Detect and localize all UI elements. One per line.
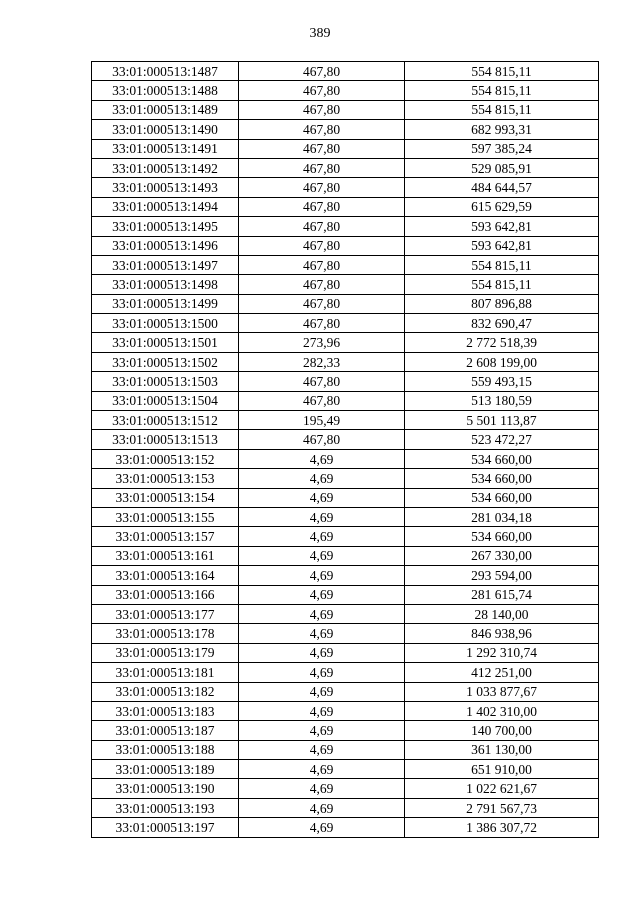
- cadastral-number-cell: 33:01:000513:188: [92, 740, 239, 759]
- value-cell: 554 815,11: [405, 100, 599, 119]
- area-cell: 4,69: [239, 469, 405, 488]
- area-cell: 467,80: [239, 178, 405, 197]
- table-row: [92, 566, 599, 585]
- cadastral-number-cell: 33:01:000513:1488: [92, 81, 239, 100]
- value-cell: 293 594,00: [405, 566, 599, 585]
- table-row: [92, 546, 599, 565]
- table-row: [92, 779, 599, 798]
- table-row: [92, 449, 599, 468]
- cadastral-number-cell: 33:01:000513:1487: [92, 62, 239, 81]
- value-cell: 559 493,15: [405, 372, 599, 391]
- cadastral-number-cell: 33:01:000513:178: [92, 624, 239, 643]
- table-row: [92, 663, 599, 682]
- value-cell: 615 629,59: [405, 197, 599, 216]
- value-cell: 534 660,00: [405, 469, 599, 488]
- table-row: [92, 158, 599, 177]
- cadastral-number-cell: 33:01:000513:166: [92, 585, 239, 604]
- area-cell: 4,69: [239, 488, 405, 507]
- value-cell: 267 330,00: [405, 546, 599, 565]
- area-cell: 4,69: [239, 624, 405, 643]
- area-cell: 467,80: [239, 236, 405, 255]
- table-row: [92, 178, 599, 197]
- cadastral-number-cell: 33:01:000513:1495: [92, 217, 239, 236]
- table-row: [92, 798, 599, 817]
- cadastral-number-cell: 33:01:000513:1503: [92, 372, 239, 391]
- cadastral-number-cell: 33:01:000513:182: [92, 682, 239, 701]
- value-cell: 1 033 877,67: [405, 682, 599, 701]
- table-row: [92, 217, 599, 236]
- value-cell: 281 034,18: [405, 507, 599, 526]
- area-cell: 467,80: [239, 62, 405, 81]
- area-cell: 467,80: [239, 158, 405, 177]
- table-row: [92, 81, 599, 100]
- table-row: [92, 469, 599, 488]
- value-cell: 593 642,81: [405, 217, 599, 236]
- area-cell: 4,69: [239, 779, 405, 798]
- value-cell: 534 660,00: [405, 527, 599, 546]
- area-cell: 467,80: [239, 314, 405, 333]
- area-cell: 467,80: [239, 139, 405, 158]
- table-row: [92, 818, 599, 837]
- table-row: [92, 682, 599, 701]
- value-cell: 554 815,11: [405, 62, 599, 81]
- value-cell: 554 815,11: [405, 255, 599, 274]
- area-cell: 467,80: [239, 275, 405, 294]
- table-row: [92, 701, 599, 720]
- value-cell: 597 385,24: [405, 139, 599, 158]
- cadastral-table: [91, 61, 599, 838]
- cadastral-number-cell: 33:01:000513:190: [92, 779, 239, 798]
- cadastral-number-cell: 33:01:000513:181: [92, 663, 239, 682]
- area-cell: 195,49: [239, 411, 405, 430]
- value-cell: 554 815,11: [405, 275, 599, 294]
- value-cell: 140 700,00: [405, 721, 599, 740]
- area-cell: 467,80: [239, 294, 405, 313]
- cadastral-number-cell: 33:01:000513:1491: [92, 139, 239, 158]
- area-cell: 467,80: [239, 197, 405, 216]
- area-cell: 4,69: [239, 604, 405, 623]
- table-row: [92, 197, 599, 216]
- cadastral-number-cell: 33:01:000513:189: [92, 760, 239, 779]
- table-row: [92, 721, 599, 740]
- area-cell: 467,80: [239, 255, 405, 274]
- area-cell: 4,69: [239, 585, 405, 604]
- area-cell: 4,69: [239, 663, 405, 682]
- area-cell: 4,69: [239, 507, 405, 526]
- table-row: [92, 352, 599, 371]
- value-cell: 593 642,81: [405, 236, 599, 255]
- table-row: [92, 100, 599, 119]
- area-cell: 4,69: [239, 818, 405, 837]
- cadastral-number-cell: 33:01:000513:1493: [92, 178, 239, 197]
- value-cell: 1 022 621,67: [405, 779, 599, 798]
- area-cell: 273,96: [239, 333, 405, 352]
- area-cell: 4,69: [239, 701, 405, 720]
- table-row: [92, 120, 599, 139]
- cadastral-number-cell: 33:01:000513:1499: [92, 294, 239, 313]
- value-cell: 1 292 310,74: [405, 643, 599, 662]
- value-cell: 412 251,00: [405, 663, 599, 682]
- cadastral-number-cell: 33:01:000513:153: [92, 469, 239, 488]
- cadastral-number-cell: 33:01:000513:1490: [92, 120, 239, 139]
- cadastral-number-cell: 33:01:000513:157: [92, 527, 239, 546]
- table-row: [92, 624, 599, 643]
- value-cell: 523 472,27: [405, 430, 599, 449]
- area-cell: 4,69: [239, 760, 405, 779]
- cadastral-number-cell: 33:01:000513:183: [92, 701, 239, 720]
- table-row: [92, 62, 599, 81]
- cadastral-number-cell: 33:01:000513:1501: [92, 333, 239, 352]
- table-row: [92, 139, 599, 158]
- area-cell: 4,69: [239, 449, 405, 468]
- cadastral-number-cell: 33:01:000513:193: [92, 798, 239, 817]
- table-row: [92, 294, 599, 313]
- value-cell: 2 772 518,39: [405, 333, 599, 352]
- table-row: [92, 740, 599, 759]
- area-cell: 4,69: [239, 740, 405, 759]
- value-cell: 281 615,74: [405, 585, 599, 604]
- cadastral-number-cell: 33:01:000513:179: [92, 643, 239, 662]
- area-cell: 467,80: [239, 81, 405, 100]
- area-cell: 467,80: [239, 120, 405, 139]
- table-row: [92, 372, 599, 391]
- area-cell: 467,80: [239, 430, 405, 449]
- area-cell: 4,69: [239, 798, 405, 817]
- cadastral-number-cell: 33:01:000513:177: [92, 604, 239, 623]
- area-cell: 467,80: [239, 100, 405, 119]
- cadastral-number-cell: 33:01:000513:197: [92, 818, 239, 837]
- table-row: [92, 585, 599, 604]
- area-cell: 467,80: [239, 372, 405, 391]
- page-number: 389: [309, 26, 331, 41]
- value-cell: 28 140,00: [405, 604, 599, 623]
- table-row: [92, 643, 599, 662]
- cadastral-number-cell: 33:01:000513:1502: [92, 352, 239, 371]
- value-cell: 513 180,59: [405, 391, 599, 410]
- area-cell: 467,80: [239, 391, 405, 410]
- cadastral-number-cell: 33:01:000513:1512: [92, 411, 239, 430]
- cadastral-number-cell: 33:01:000513:164: [92, 566, 239, 585]
- table-row: [92, 604, 599, 623]
- cadastral-number-cell: 33:01:000513:187: [92, 721, 239, 740]
- table-row: [92, 430, 599, 449]
- area-cell: 282,33: [239, 352, 405, 371]
- table-row: [92, 488, 599, 507]
- value-cell: 2 608 199,00: [405, 352, 599, 371]
- area-cell: 4,69: [239, 721, 405, 740]
- cadastral-number-cell: 33:01:000513:1504: [92, 391, 239, 410]
- value-cell: 554 815,11: [405, 81, 599, 100]
- cadastral-number-cell: 33:01:000513:1492: [92, 158, 239, 177]
- table-row: [92, 527, 599, 546]
- value-cell: 484 644,57: [405, 178, 599, 197]
- value-cell: 1 386 307,72: [405, 818, 599, 837]
- cadastral-number-cell: 33:01:000513:1497: [92, 255, 239, 274]
- cadastral-number-cell: 33:01:000513:1498: [92, 275, 239, 294]
- value-cell: 534 660,00: [405, 488, 599, 507]
- cadastral-number-cell: 33:01:000513:1489: [92, 100, 239, 119]
- cadastral-number-cell: 33:01:000513:1513: [92, 430, 239, 449]
- area-cell: 4,69: [239, 682, 405, 701]
- cadastral-number-cell: 33:01:000513:154: [92, 488, 239, 507]
- value-cell: 651 910,00: [405, 760, 599, 779]
- table-row: [92, 314, 599, 333]
- area-cell: 4,69: [239, 527, 405, 546]
- table-row: [92, 333, 599, 352]
- area-cell: 4,69: [239, 643, 405, 662]
- cadastral-number-cell: 33:01:000513:1494: [92, 197, 239, 216]
- area-cell: 467,80: [239, 217, 405, 236]
- cadastral-number-cell: 33:01:000513:155: [92, 507, 239, 526]
- table-row: [92, 507, 599, 526]
- value-cell: 5 501 113,87: [405, 411, 599, 430]
- value-cell: 807 896,88: [405, 294, 599, 313]
- cadastral-number-cell: 33:01:000513:161: [92, 546, 239, 565]
- table-body: [92, 62, 599, 838]
- table-row: [92, 391, 599, 410]
- value-cell: 534 660,00: [405, 449, 599, 468]
- cadastral-number-cell: 33:01:000513:1496: [92, 236, 239, 255]
- cadastral-number-cell: 33:01:000513:1500: [92, 314, 239, 333]
- value-cell: 2 791 567,73: [405, 798, 599, 817]
- cadastral-number-cell: 33:01:000513:152: [92, 449, 239, 468]
- value-cell: 832 690,47: [405, 314, 599, 333]
- table-row: [92, 275, 599, 294]
- area-cell: 4,69: [239, 546, 405, 565]
- table-row: [92, 255, 599, 274]
- table-row: [92, 411, 599, 430]
- value-cell: 682 993,31: [405, 120, 599, 139]
- value-cell: 361 130,00: [405, 740, 599, 759]
- value-cell: 1 402 310,00: [405, 701, 599, 720]
- table-row: [92, 760, 599, 779]
- area-cell: 4,69: [239, 566, 405, 585]
- table-row: [92, 236, 599, 255]
- value-cell: 529 085,91: [405, 158, 599, 177]
- value-cell: 846 938,96: [405, 624, 599, 643]
